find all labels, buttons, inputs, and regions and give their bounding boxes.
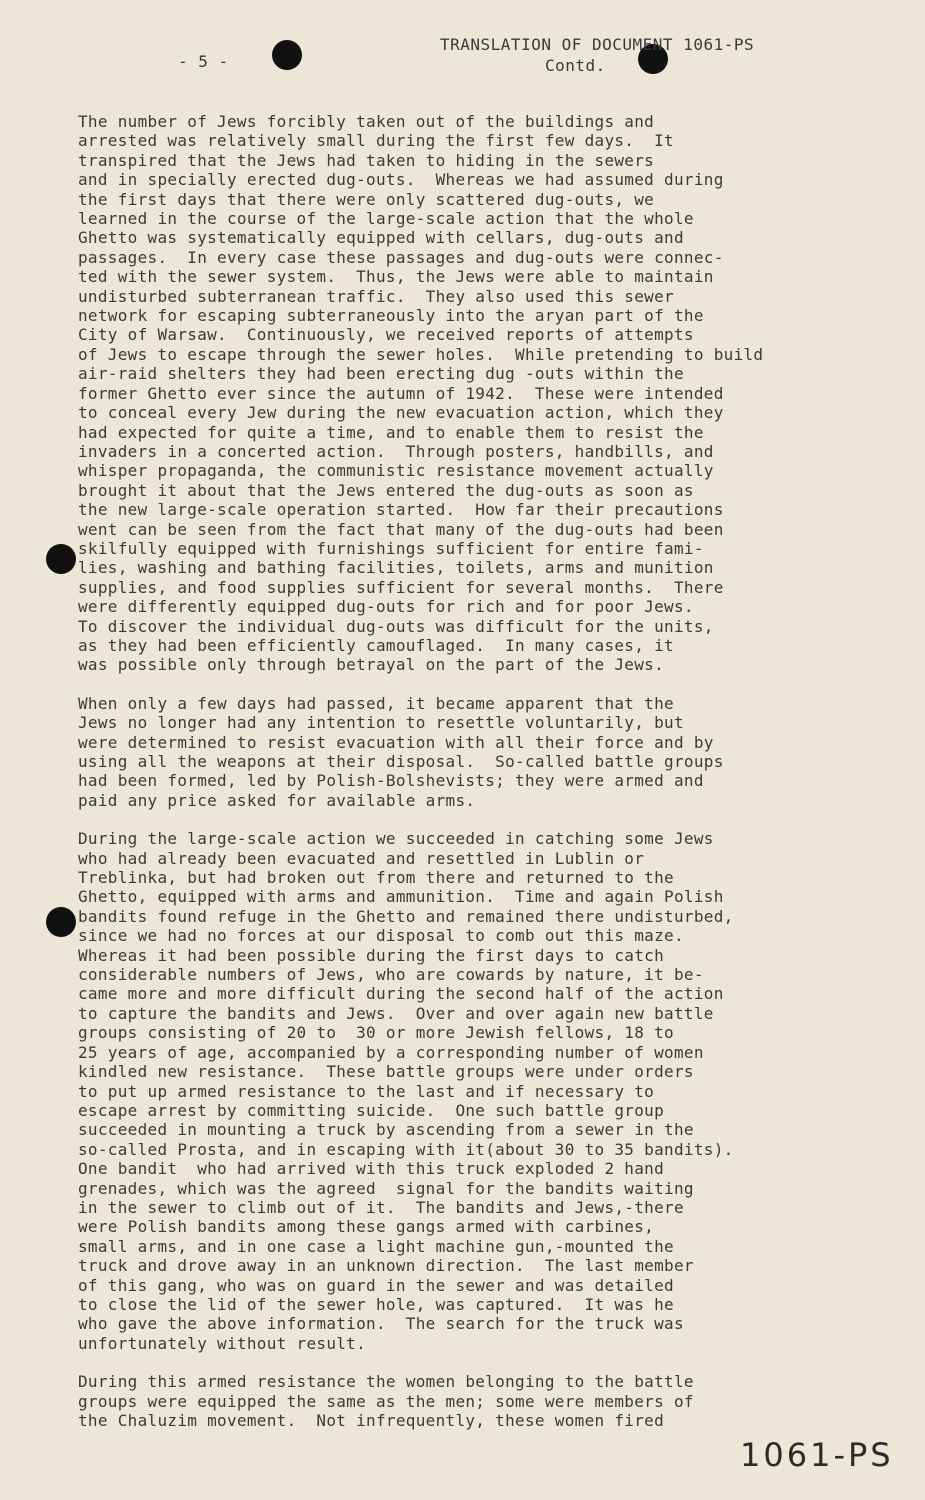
text-line: were Polish bandits among these gangs armed with carbines,	[78, 1217, 655, 1237]
text-line: was possible only through betrayal on the part of the Jews.	[78, 655, 665, 675]
text-line: arrested was relatively small during the first few days. It	[78, 131, 674, 151]
continued-label: Contd.	[545, 56, 606, 75]
text-line: ted with the sewer system. Thus, the Jews were able to maintain	[78, 267, 714, 287]
text-line: to conceal every Jew during the new evacuation action, which they	[78, 403, 724, 423]
text-line: learned in the course of the large-scale action that the whole	[78, 209, 694, 229]
text-line: unfortunately without result.	[78, 1333, 367, 1353]
text-line: invaders in a concerted action. Through posters, handbills, and	[78, 441, 714, 461]
text-line: succeeded in mounting a truck by ascending from a sewer in the	[78, 1120, 694, 1140]
text-line: as they had been efficiently camouflaged. In many cases, it	[78, 635, 674, 655]
text-line: network for escaping subterraneously into the aryan part of the	[78, 306, 704, 326]
text-line: air-raid shelters they had been erecting dug -outs within the	[78, 364, 684, 384]
text-line: Ghetto was systematically equipped with cellars, dug-outs and	[78, 228, 684, 248]
text-line: groups consisting of 20 to 30 or more Jewish fellows, 18 to	[78, 1023, 674, 1043]
text-line: the new large-scale operation started. How far their precautions	[78, 500, 724, 520]
paragraph	[78, 829, 878, 1353]
paragraph	[78, 694, 878, 810]
text-line: During the large-scale action we succeeded in catching some Jews	[78, 829, 714, 849]
text-line: to close the lid of the sewer hole, was captured. It was he	[78, 1294, 674, 1314]
text-line: The number of Jews forcibly taken out of the buildings and	[78, 112, 655, 131]
text-line: groups were equipped the same as the men; some were members of	[78, 1391, 694, 1411]
text-line: lies, washing and bathing facilities, toilets, arms and munition	[78, 558, 714, 578]
text-line: who gave the above information. The search for the truck was	[78, 1314, 684, 1334]
text-line: Ghetto, equipped with arms and ammunition. Time and again Polish	[78, 887, 724, 907]
text-line: escape arrest by committing suicide. One such battle group	[78, 1100, 665, 1120]
handwritten-document-number: 1061-PS	[740, 1436, 894, 1474]
page-number: - 5 -	[178, 52, 229, 71]
text-line: in the sewer to climb out of it. The bandits and Jews,-there	[78, 1197, 684, 1217]
text-line: Jews no longer had any intention to resettle voluntarily, but	[78, 713, 684, 733]
text-line: transpired that the Jews had taken to hiding in the sewers	[78, 150, 655, 170]
text-line: using all the weapons at their disposal. So-called battle groups	[78, 752, 724, 771]
text-line: of this gang, who was on guard in the sewer and was detailed	[78, 1275, 674, 1295]
text-line: paid any price asked for available arms.	[78, 790, 476, 810]
text-line: had been formed, led by Polish-Bolshevists; they were armed and	[78, 771, 704, 791]
punch-hole-left-upper	[46, 544, 76, 574]
text-line: During this armed resistance the women belonging to the battle	[78, 1372, 694, 1392]
paragraph	[78, 112, 878, 675]
text-line: to put up armed resistance to the last and if necessary to	[78, 1081, 655, 1101]
text-line: bandits found refuge in the Ghetto and remained there undisturbed,	[78, 906, 734, 926]
text-line: supplies, and food supplies sufficient for several months. There	[78, 577, 724, 597]
document-body	[78, 112, 878, 1449]
text-line: skilfully equipped with furnishings sufficient for entire fami-	[78, 538, 704, 558]
text-line: went can be seen from the fact that many of the dug-outs had been	[78, 519, 724, 539]
text-line: who had already been evacuated and resettled in Lublin or	[78, 848, 645, 868]
text-line: small arms, and in one case a light machine gun,-mounted the	[78, 1236, 674, 1256]
text-line: the Chaluzim movement. Not infrequently, these women fired	[78, 1411, 665, 1430]
text-line: Whereas it had been possible during the first days to catch	[78, 945, 665, 965]
text-line: brought it about that the Jews entered the dug-outs as soon as	[78, 480, 694, 500]
text-line: grenades, which was the agreed signal for the bandits waiting	[78, 1178, 694, 1198]
text-line: of Jews to escape through the sewer holes. While pretending to build	[78, 344, 764, 364]
text-line: whisper propaganda, the communistic resistance movement actually	[78, 461, 714, 481]
text-line: One bandit who had arrived with this truck exploded 2 hand	[78, 1159, 665, 1179]
paragraph	[78, 1372, 878, 1430]
punch-hole-left-lower	[46, 907, 76, 937]
text-line: To discover the individual dug-outs was difficult for the units,	[78, 616, 714, 636]
text-line: the first days that there were only scattered dug-outs, we	[78, 189, 655, 209]
document-title: TRANSLATION OF DOCUMENT 1061-PS	[440, 35, 755, 54]
text-line: since we had no forces at our disposal to comb out this maze.	[78, 926, 684, 946]
text-line: former Ghetto ever since the autumn of 1942. These were intended	[78, 383, 724, 403]
text-line: truck and drove away in an unknown direction. The last member	[78, 1256, 694, 1276]
text-line: 25 years of age, accompanied by a corresponding number of women	[78, 1042, 704, 1062]
text-line: Treblinka, but had broken out from there and returned to the	[78, 868, 674, 888]
text-line: kindled new resistance. These battle groups were under orders	[78, 1062, 694, 1082]
text-line: passages. In every case these passages and dug-outs were connec-	[78, 247, 724, 267]
text-line: had expected for quite a time, and to enable them to resist the	[78, 422, 704, 442]
text-line: When only a few days had passed, it became apparent that the	[78, 693, 674, 713]
text-line: City of Warsaw. Continuously, we received reports of attempts	[78, 325, 694, 345]
text-line: were differently equipped dug-outs for rich and for poor Jews.	[78, 597, 694, 617]
text-line: undisturbed subterranean traffic. They also used this sewer	[78, 286, 674, 306]
text-line: came more and more difficult during the second half of the action	[78, 984, 724, 1004]
text-line: were determined to resist evacuation with all their force and by	[78, 732, 714, 752]
text-line: so-called Prosta, and in escaping with it(about 30 to 35 bandits).	[78, 1139, 734, 1159]
text-line: to capture the bandits and Jews. Over and over again new battle	[78, 1003, 714, 1023]
punch-hole-top-left	[272, 40, 302, 70]
text-line: and in specially erected dug-outs. Whereas we had assumed during	[78, 170, 724, 190]
text-line: considerable numbers of Jews, who are cowards by nature, it be-	[78, 965, 704, 985]
